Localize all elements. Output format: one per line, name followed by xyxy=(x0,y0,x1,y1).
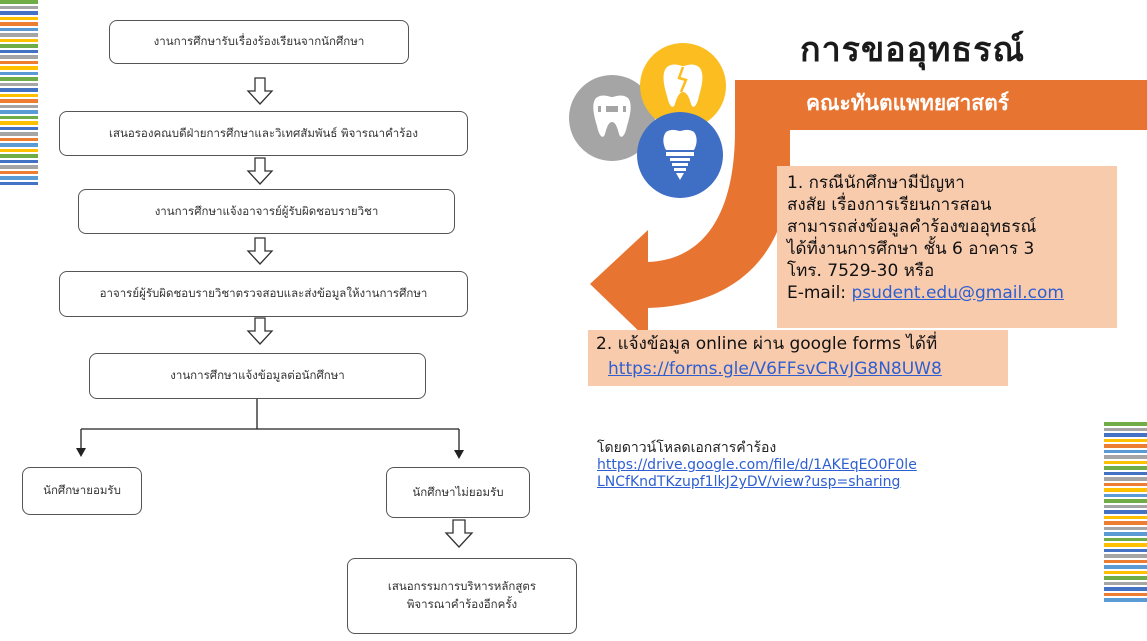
flow-reject-text: นักศึกษาไม่ยอมรับ xyxy=(412,484,504,499)
flow-step-receive-complaint xyxy=(109,20,409,64)
flow-step-student-accepts xyxy=(22,467,142,515)
info1-line5: โทร. 7529-30 หรือ xyxy=(787,261,935,281)
flow-step-instructor-review xyxy=(59,271,468,317)
download-link-line2[interactable]: LNCfKndTKzupf1lkJ2yDV/view?usp=sharing xyxy=(597,474,901,490)
online-form-box xyxy=(588,330,1008,386)
down-arrow-1 xyxy=(248,78,272,104)
email-link[interactable]: psudent.edu@gmail.com xyxy=(851,283,1064,303)
flow-step-4-text: อาจารย์ผู้รับผิดชอบรายวิชาตรวจสอบและส่งข้อมูลให้งานการศึกษา xyxy=(99,286,428,301)
info1-line1: 1. กรณีนักศึกษามีปัญหา xyxy=(787,173,965,193)
email-label: E-mail: xyxy=(787,283,852,303)
download-link-line1[interactable]: https://drive.google.com/file/d/1AKEqEO0F0le xyxy=(597,457,917,473)
faculty-banner: คณะทันตแพทยศาสตร์ xyxy=(806,91,1010,115)
flow-final-line1: เสนอกรรมการบริหารหลักสูตร xyxy=(387,579,537,594)
flow-step-notify-instructor xyxy=(78,189,455,234)
flow-step-propose-deputy-dean xyxy=(59,111,468,156)
flow-step-2-text: เสนอรองคณบดีฝ่ายการศึกษาและวิเทศสัมพันธ์ พิจารณาคำร้อง xyxy=(109,125,418,140)
flow-step-inform-student xyxy=(89,353,426,399)
down-arrow-5 xyxy=(446,520,472,547)
page-title: การขออุทธรณ์ xyxy=(800,30,1025,70)
down-arrow-2 xyxy=(248,158,272,184)
flow-step-1-text: งานการศึกษารับเรื่องร้องเรียนจากนักศึกษา xyxy=(153,34,365,49)
flow-final-line2: พิจารณาคำร้องอีกครั้ง xyxy=(406,597,518,611)
info2-link-row xyxy=(596,357,1000,382)
google-forms-link[interactable]: https://forms.gle/V6FFsvCRvJG8N8UW8 xyxy=(608,359,942,379)
contact-info-box xyxy=(777,166,1117,328)
info1-line2: สงสัย เรื่องการเรียนการสอน xyxy=(787,195,992,215)
flow-accept-text: นักศึกษายอมรับ xyxy=(43,483,121,498)
info1-email-row xyxy=(787,282,1107,304)
flow-step-committee-review xyxy=(347,558,577,634)
info2-line1: 2. แจ้งข้อมูล online ผ่าน google forms ได้ที่ xyxy=(596,334,938,354)
down-arrow-4 xyxy=(248,318,272,344)
flow-step-5-text: งานการศึกษาแจ้งข้อมูลต่อนักศึกษา xyxy=(170,368,345,383)
info1-line3: สามารถส่งข้อมูลคำร้องขออุทธรณ์ xyxy=(787,217,1037,237)
flow-step-3-text: งานการศึกษาแจ้งอาจารย์ผู้รับผิดชอบรายวิชา xyxy=(154,203,379,218)
info1-line4: ได้ที่งานการศึกษา ชั้น 6 อาคาร 3 xyxy=(787,239,1035,259)
download-section xyxy=(597,440,917,491)
download-label: โดยดาวน์โหลดเอกสารคำร้อง xyxy=(597,440,777,456)
flow-step-student-rejects xyxy=(386,467,530,518)
down-arrow-3 xyxy=(248,238,272,264)
